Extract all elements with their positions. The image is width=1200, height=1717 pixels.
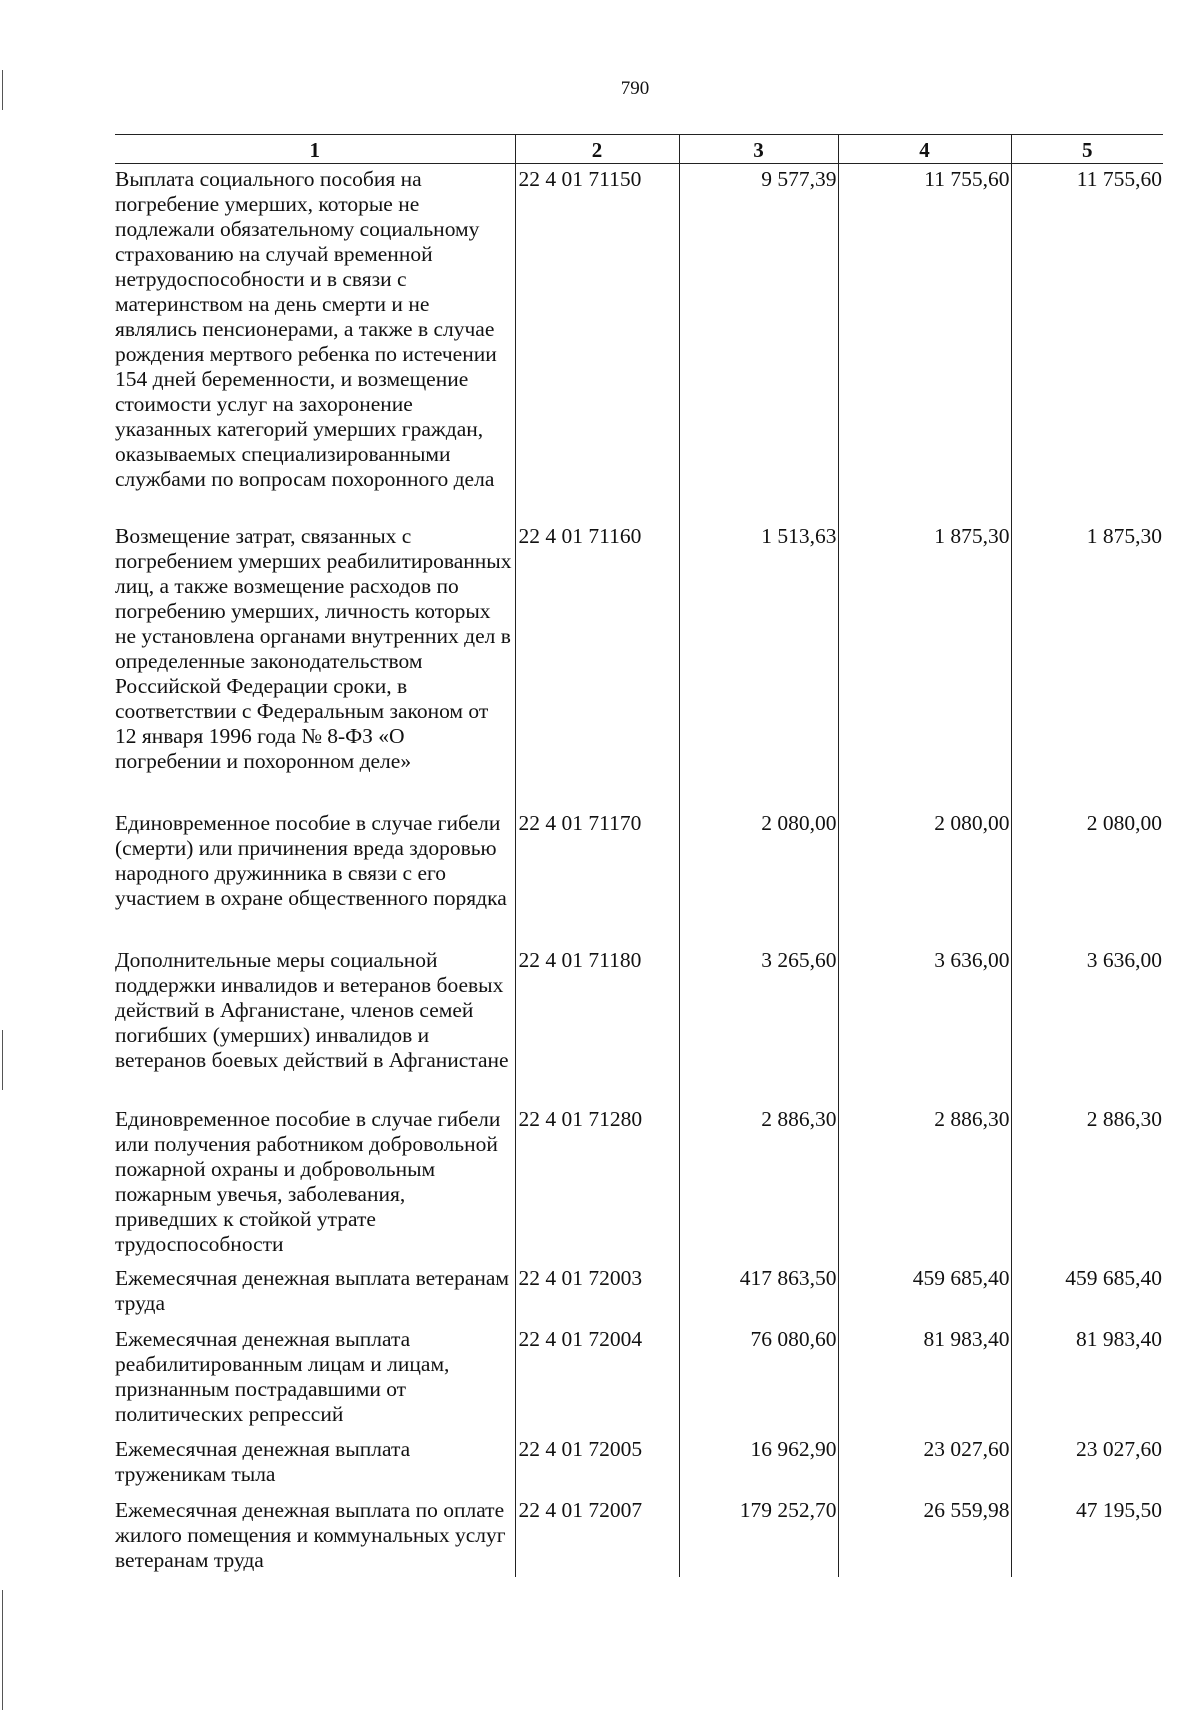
row-value-col4: 2 886,30 [838,1104,1011,1263]
row-code: 22 4 01 71170 [515,808,679,945]
row-value-col4: 2 080,00 [838,808,1011,945]
row-description: Ежемесячная денежная выплата труженикам тыла [115,1436,411,1486]
row-value-col5: 81 983,40 [1011,1324,1163,1434]
table-row [115,521,1163,808]
table-row [115,164,1163,521]
row-code: 22 4 01 72005 [515,1434,679,1495]
row-code: 22 4 01 72003 [515,1263,679,1324]
column-header-4: 4 [838,135,1011,164]
row-value-col3: 1 513,63 [679,521,838,808]
table-row [115,1263,1163,1324]
row-value-col3: 16 962,90 [679,1434,838,1495]
row-description: Единовременное пособие в случае гибели (смерти) или причинения вреда здоровью народного дружинника в связи с его участием в охране общественного порядка [115,810,507,910]
row-value-col3: 2 886,30 [679,1104,838,1263]
table-row [115,1104,1163,1263]
column-header-2: 2 [515,135,679,164]
row-value-col5: 1 875,30 [1011,521,1163,808]
row-value-col4: 1 875,30 [838,521,1011,808]
row-value-col3: 76 080,60 [679,1324,838,1434]
scan-edge-mark [2,70,3,110]
row-value-col5: 23 027,60 [1011,1434,1163,1495]
row-code: 22 4 01 72007 [515,1495,679,1577]
table-row [115,808,1163,945]
column-header-5: 5 [1011,135,1163,164]
scan-edge-mark [2,1590,3,1710]
row-value-col3: 417 863,50 [679,1263,838,1324]
scan-edge-mark [2,1030,3,1090]
row-value-col5: 459 685,40 [1011,1263,1163,1324]
row-value-col5: 3 636,00 [1011,945,1163,1104]
row-value-col5: 2 080,00 [1011,808,1163,945]
row-value-col3: 2 080,00 [679,808,838,945]
budget-table [115,134,1163,1577]
row-description: Возмещение затрат, связанных с погребением умерших реабилитированных лиц, а также возмещение расходов по погребению умерших, личность которых не установлена органами внутренних дел в определенные законодательством Российской Федерации сроки, в соответствии с Федеральным законом от 12 января 1996 года № 8-ФЗ «О погребении и похоронном деле» [115,523,512,773]
row-value-col4: 3 636,00 [838,945,1011,1104]
row-code: 22 4 01 71150 [515,164,679,521]
row-description: Ежемесячная денежная выплата реабилитированным лицам и лицам, признанным пострадавшими от политических репрессий [115,1326,450,1426]
table-header-row [115,135,1163,164]
row-description: Дополнительные меры социальной поддержки инвалидов и ветеранов боевых действий в Афганистане, членов семей погибших (умерших) инвалидов и ветеранов боевых действий в Афганистане [115,947,509,1072]
column-header-3: 3 [679,135,838,164]
row-value-col5: 11 755,60 [1011,164,1163,521]
row-code: 22 4 01 72004 [515,1324,679,1434]
row-value-col3: 179 252,70 [679,1495,838,1577]
row-description: Ежемесячная денежная выплата по оплате жилого помещения и коммунальных услуг ветеранам труда [115,1497,506,1572]
row-code: 22 4 01 71180 [515,945,679,1104]
row-description: Выплата социального пособия на погребение умерших, которые не подлежали обязательному социальному страхованию на случай временной нетрудоспособности и в связи с материнством на день смерти и не являлись пенсионерами, а также в случае рождения мертвого ребенка по истечении 154 дней беременности, и возмещение стоимости услуг на захоронение указанных категорий умерших граждан, оказываемых специализированными службами по вопросам похоронного дела [115,167,497,491]
row-value-col5: 47 195,50 [1011,1495,1163,1577]
row-value-col3: 9 577,39 [679,164,838,521]
column-header-1: 1 [115,135,515,164]
row-value-col4: 459 685,40 [838,1263,1011,1324]
table-row [115,945,1163,1104]
row-value-col3: 3 265,60 [679,945,838,1104]
row-value-col4: 81 983,40 [838,1324,1011,1434]
row-description: Единовременное пособие в случае гибели или получения работником добровольной пожарной охраны и добровольным пожарным увечья, заболевания, приведших к стойкой утрате трудоспособности [115,1106,501,1256]
table-row [115,1324,1163,1434]
row-code: 22 4 01 71160 [515,521,679,808]
table-row [115,1434,1163,1495]
row-description: Ежемесячная денежная выплата ветеранам труда [115,1265,510,1315]
row-value-col4: 11 755,60 [838,164,1011,521]
row-code: 22 4 01 71280 [515,1104,679,1263]
table-row [115,1495,1163,1577]
page-number: 790 [620,78,650,99]
row-value-col4: 26 559,98 [838,1495,1011,1577]
row-value-col5: 2 886,30 [1011,1104,1163,1263]
row-value-col4: 23 027,60 [838,1434,1011,1495]
